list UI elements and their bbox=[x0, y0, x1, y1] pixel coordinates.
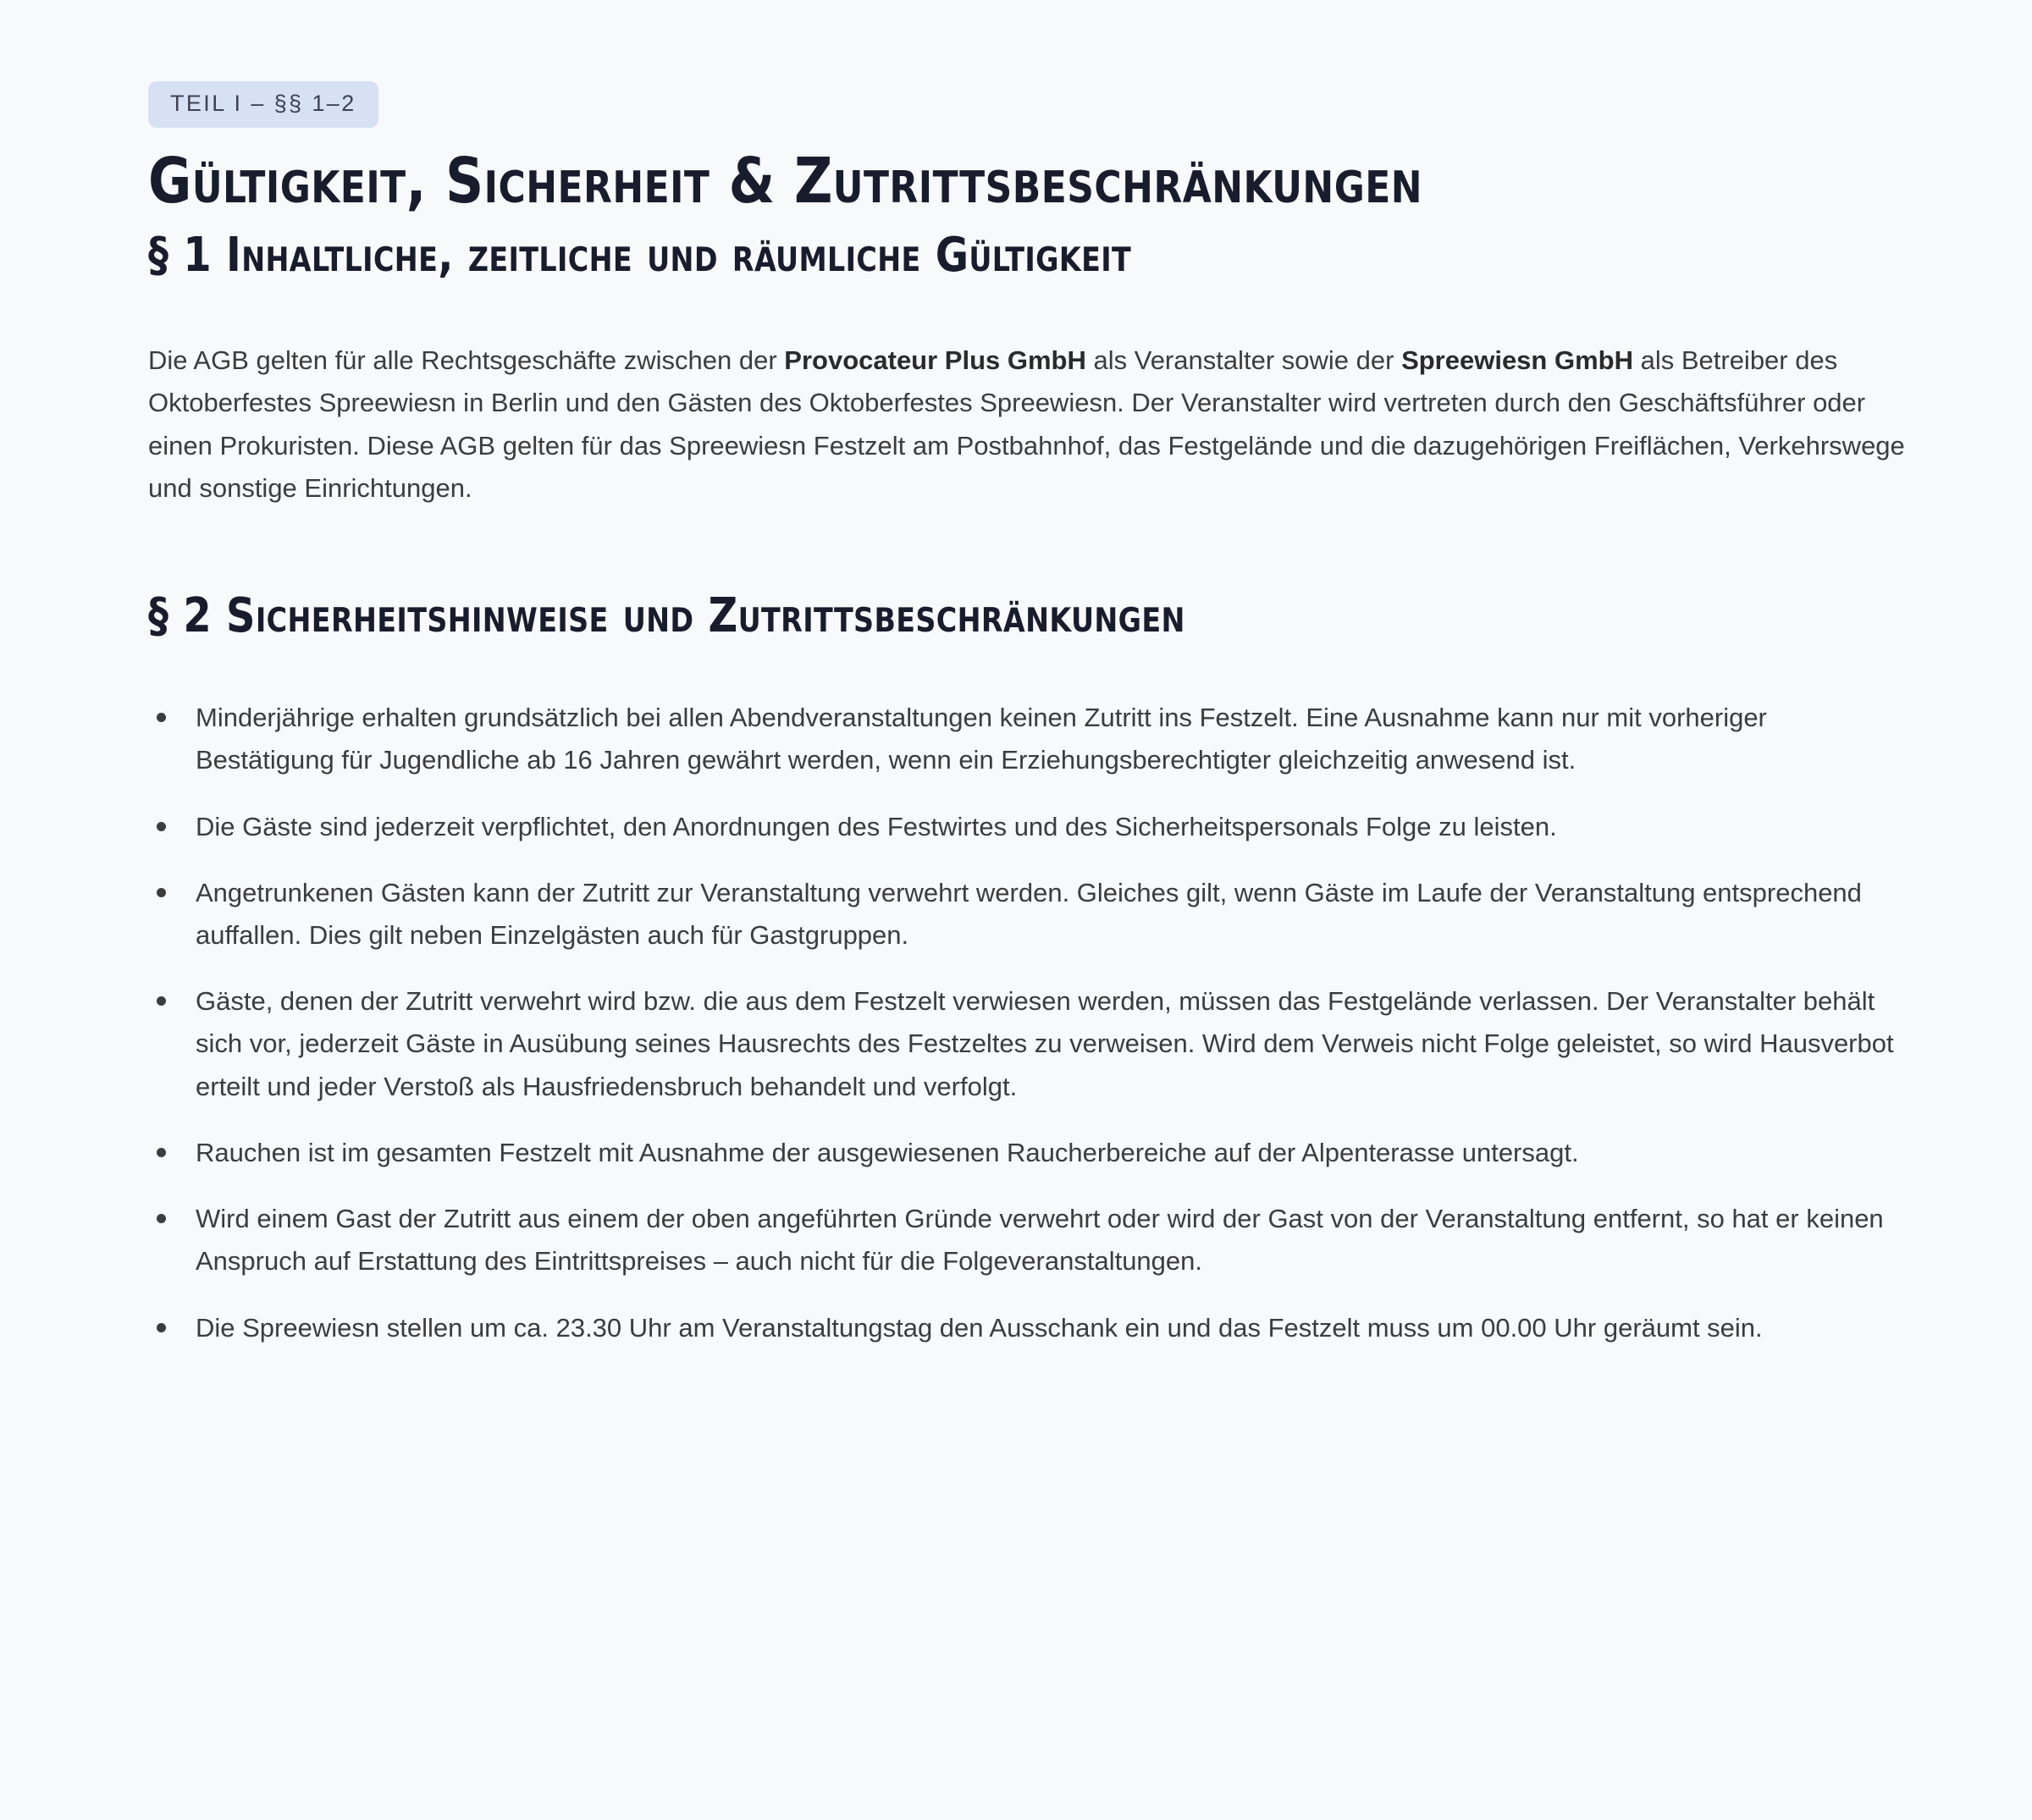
bullet-dot-icon bbox=[157, 1214, 166, 1223]
bullet-dot-icon bbox=[157, 888, 166, 897]
list-item-text: Angetrunkenen Gästen kann der Zutritt zur Veranstaltung verwehrt werden. Gleiches gilt, wenn Gäste im Laufe der Veranstaltung entsprechend auffallen. Dies gilt neben Einzelgästen auch für Gastgruppen. bbox=[196, 877, 1862, 950]
paragraph-text-part-2: als Veranstalter sowie der bbox=[1085, 345, 1402, 376]
bullet-dot-icon bbox=[157, 713, 166, 722]
section-2-bullet-list bbox=[148, 697, 1905, 1349]
list-item bbox=[148, 806, 1905, 848]
section-heading-paragraph-2: § 2 Sicherheitshinweise und Zutrittsbeschränkungen bbox=[148, 587, 1185, 643]
list-item-text: Wird einem Gast der Zutritt aus einem der oben angeführten Gründe verwehrt oder wird der Gast von der Veranstaltung entfernt, so hat er keinen Anspruch auf Erstattung des Eintrittspreises – auch nicht für die Folgeveranstaltungen. bbox=[196, 1204, 1884, 1277]
bullet-dot-icon bbox=[157, 1148, 166, 1157]
company-name-provocateur: Provocateur Plus GmbH bbox=[784, 345, 1086, 376]
paragraph-text-part-1: Die AGB gelten für alle Rechtsgeschäfte zwischen der bbox=[148, 345, 785, 376]
list-item-text: Die Spreewiesn stellen um ca. 23.30 Uhr am Veranstaltungstag den Ausschank ein und das Festzelt muss um 00.00 Uhr geräumt sein. bbox=[196, 1312, 1763, 1343]
bullet-dot-icon bbox=[157, 996, 166, 1006]
list-item bbox=[148, 872, 1905, 957]
part-badge: TEIL I – §§ 1–2 bbox=[148, 81, 378, 128]
list-item bbox=[148, 697, 1905, 781]
list-item bbox=[148, 980, 1905, 1108]
bullet-dot-icon bbox=[157, 1323, 166, 1332]
bullet-dot-icon bbox=[157, 822, 166, 831]
section-badge-row bbox=[148, 81, 1905, 128]
company-name-spreewiesn: Spreewiesn GmbH bbox=[1401, 345, 1633, 376]
page-title: Gültigkeit, Sicherheit & Zutrittsbeschränkungen bbox=[148, 145, 1423, 218]
paragraph-text-part-3: als Betreiber des Oktoberfestes Spreewiesn in Berlin und den Gästen des Oktoberfestes Spreewiesn. Der Veranstalter wird vertreten durch den Geschäftsführer oder einen Prokuristen. Diese AGB gelten für das Spreewiesn Festzelt am Postbahnhof, das Festgelände und die dazugehörigen Freiflächen, Verkehrswege und sonstige Einrichtungen. bbox=[148, 345, 1905, 503]
list-item-text: Gäste, denen der Zutritt verwehrt wird bzw. die aus dem Festzelt verwiesen werden, müssen das Festgelände verlassen. Der Veranstalter behält sich vor, jederzeit Gäste in Ausübung seines Hausrechts des Festzeltes zu verweisen. Wird dem Verweis nicht Folge geleistet, so wird Hausverbot erteilt und jeder Verstoß als Hausfriedensbruch behandelt und verfolgt. bbox=[196, 986, 1894, 1101]
section-heading-paragraph-1: § 1 Inhaltliche, zeitliche und räumliche Gültigkeit bbox=[148, 227, 1132, 283]
list-item bbox=[148, 1132, 1905, 1174]
section-1-paragraph bbox=[148, 339, 1905, 510]
list-item-text: Die Gäste sind jederzeit verpflichtet, den Anordnungen des Festwirtes und des Sicherheitspersonals Folge zu leisten. bbox=[196, 811, 1557, 841]
list-item bbox=[148, 1307, 1905, 1349]
list-item bbox=[148, 1198, 1905, 1282]
list-item-text: Minderjährige erhalten grundsätzlich bei allen Abendveranstaltungen keinen Zutritt ins Festzelt. Eine Ausnahme kann nur mit vorheriger Bestätigung für Jugendliche ab 16 Jahren gewährt werden, wenn ein Erziehungsberechtigter gleichzeitig anwesend ist. bbox=[196, 703, 1767, 775]
list-item-text: Rauchen ist im gesamten Festzelt mit Ausnahme der ausgewiesenen Raucherbereiche auf der Alpenterasse untersagt. bbox=[196, 1137, 1579, 1167]
